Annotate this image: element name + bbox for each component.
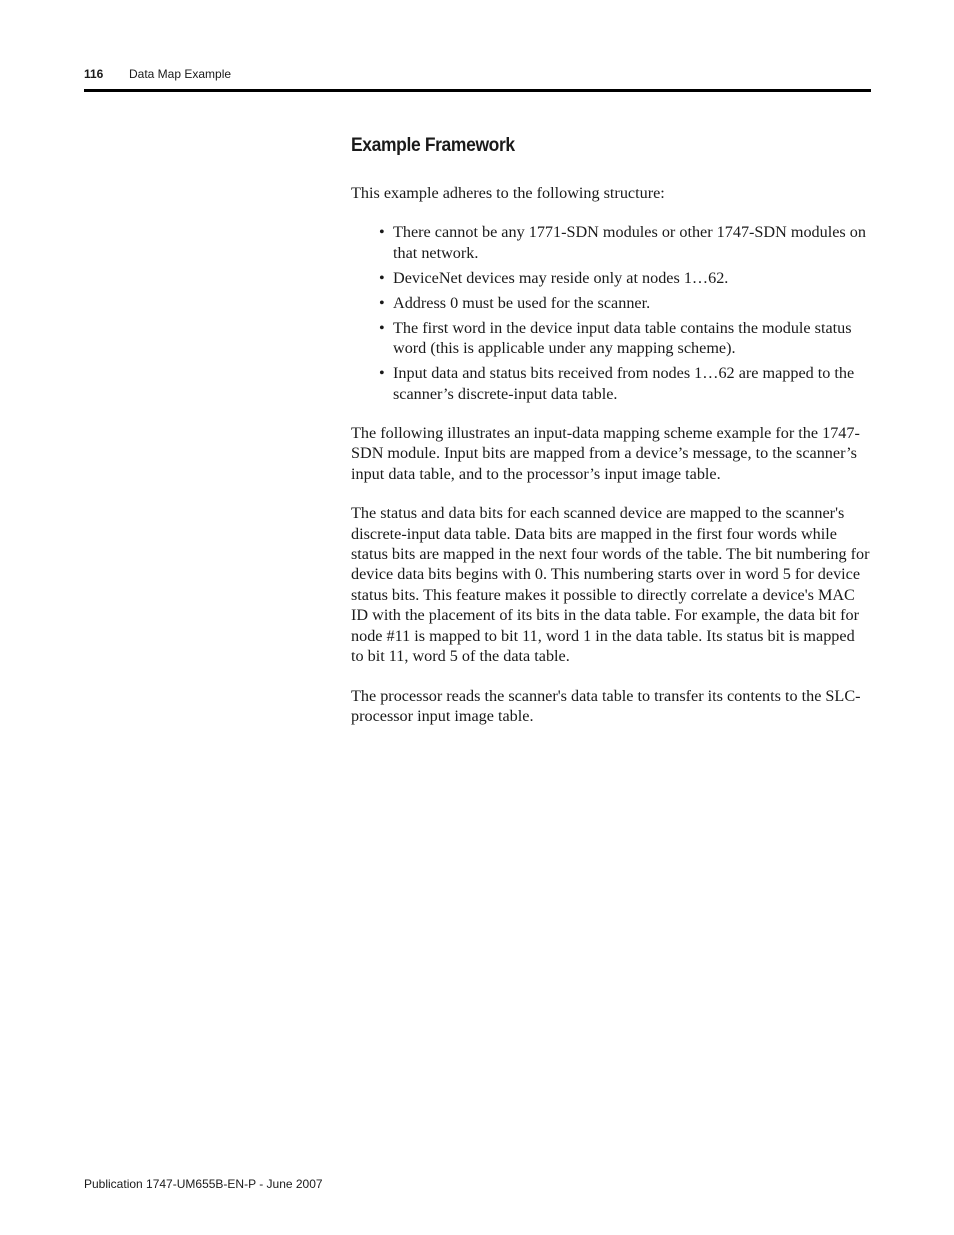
list-item: [379, 293, 871, 313]
list-item: [379, 222, 871, 263]
bullet-icon: •: [379, 223, 385, 242]
running-header: [84, 66, 871, 86]
list-item-text: Address 0 must be used for the scanner.: [393, 293, 651, 312]
publication-footer: Publication 1747-UM655B-EN-P - June 2007: [84, 1177, 323, 1191]
section-title: Example Framework: [351, 135, 515, 156]
list-item-text: Input data and status bits received from nodes 1…62 are mapped to the scanner’s discrete-input data table.: [393, 364, 855, 403]
status-data-bits-paragraph: The status and data bits for each scanned device are mapped to the scanner's discrete-input data table. Data bits are mapped in the first four words while status bits are mapped in the next four words of the table. The bit numbering for device data bits begins with 0. This numbering starts over in word 5 for device status bits. This feature makes it possible to directly correlate a device's MAC ID with the placement of its bits in the data table. For example, the data bit for node #11 is mapped to bit 11, word 1 in the data table. Its status bit is mapped to bit 11, word 5 of the data table.: [351, 504, 870, 666]
mapping-scheme-paragraph: The following illustrates an input-data mapping scheme example for the 1747-SDN module. Input bits are mapped from a device’s message, to the scanner’s input data table, and to the processor’s input image table.: [351, 424, 860, 483]
list-item: [379, 363, 871, 404]
bullet-icon: •: [379, 364, 385, 383]
list-item: [379, 268, 871, 288]
processor-paragraph: The processor reads the scanner's data table to transfer its contents to the SLC-processor input image table.: [351, 686, 861, 725]
list-item-text: There cannot be any 1771-SDN modules or other 1747-SDN modules on that network.: [393, 223, 866, 262]
chapter-title: Data Map Example: [129, 67, 232, 81]
main-content: [351, 132, 871, 745]
bullet-icon: •: [379, 293, 385, 312]
page-number: 116: [84, 67, 104, 81]
list-item-text: The first word in the device input data table contains the module status word (this is applicable under any mapping scheme).: [393, 318, 852, 358]
structure-list: [351, 222, 871, 404]
header-rule: [84, 89, 871, 92]
list-item-text: DeviceNet devices may reside only at nodes 1…62.: [393, 268, 729, 287]
intro-paragraph: This example adheres to the following structure:: [351, 184, 665, 202]
bullet-icon: •: [379, 268, 385, 287]
list-item: [379, 318, 871, 359]
bullet-icon: •: [379, 318, 385, 337]
